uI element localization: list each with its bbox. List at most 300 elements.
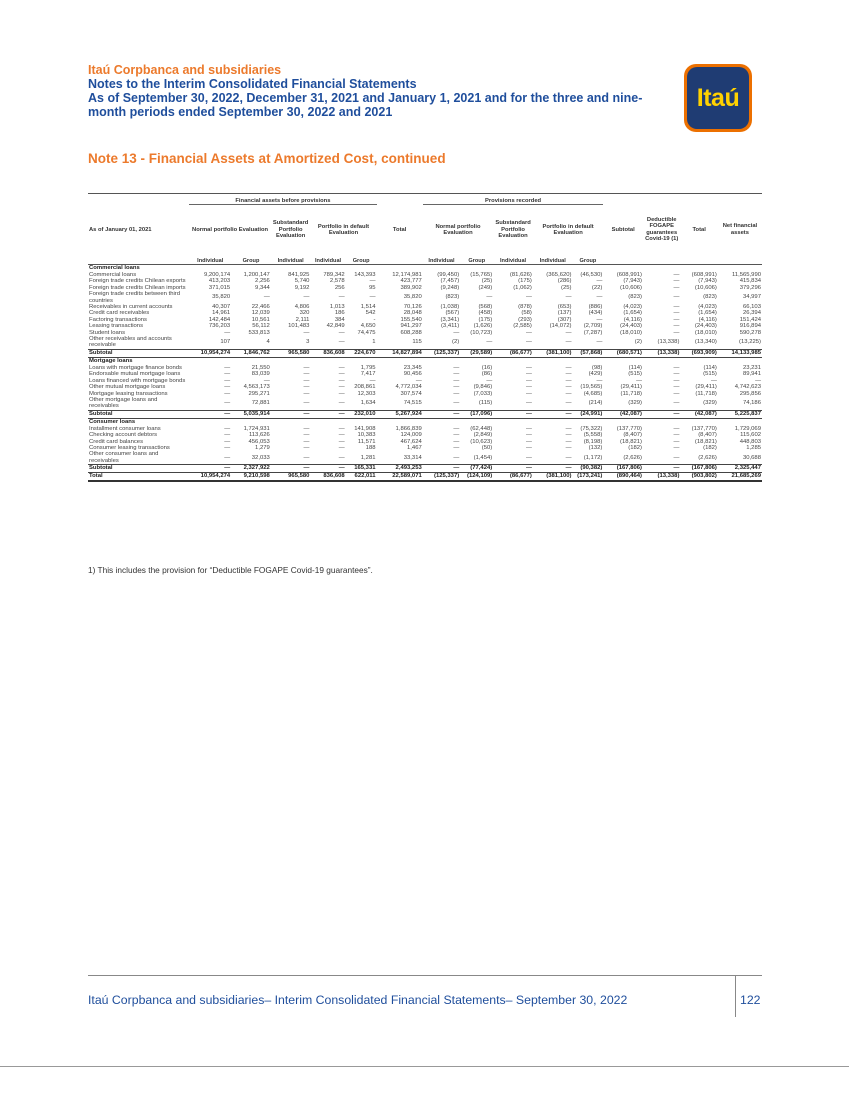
value-cell: 90,456 <box>403 371 422 378</box>
row-label: Other mutual mortgage loans <box>89 384 166 391</box>
value-cell: 1,866,839 <box>395 425 422 432</box>
value-cell: — <box>271 410 311 418</box>
value-cell: 320 <box>299 310 310 317</box>
total-label: Total <box>88 473 189 482</box>
value-cell: (5,558) <box>583 432 603 439</box>
value-cell: — <box>525 438 532 445</box>
value-cell: — <box>525 371 532 378</box>
value-cell: 736,203 <box>208 323 231 330</box>
section-header-row <box>88 265 762 273</box>
value-cell: 415,834 <box>739 278 761 285</box>
value-cell: 2,111 <box>295 316 310 323</box>
value-cell: (182) <box>703 444 717 451</box>
value-cell: (125,337) <box>423 349 460 357</box>
value-cell: — <box>303 454 310 461</box>
value-cell: (4,116) <box>698 316 717 323</box>
value-cell: 1,013 <box>329 304 345 311</box>
value-cell: (823) <box>703 294 717 301</box>
value-cell: 836,608 <box>310 473 345 482</box>
section-title: Consumer loans <box>88 418 762 426</box>
subtotal-label: Subtotal <box>88 410 189 418</box>
financial-assets-table <box>88 193 762 482</box>
value-cell: (8,407) <box>698 432 717 439</box>
value-cell: — <box>673 329 680 336</box>
value-cell: — <box>303 364 310 371</box>
value-cell: — <box>338 329 345 336</box>
value-cell: 2,327,922 <box>231 465 271 473</box>
value-cell: — <box>565 329 572 336</box>
section-header-row <box>88 418 762 426</box>
value-cell: (608,991) <box>691 272 717 278</box>
value-cell: — <box>224 438 231 445</box>
value-cell: (2,849) <box>473 432 493 439</box>
subtotal-row <box>88 465 762 473</box>
value-cell: (381,100) <box>533 473 573 482</box>
sub-header: Group <box>468 257 486 264</box>
row-label: Credit card balances <box>89 438 144 445</box>
value-cell: (4,685) <box>583 390 603 397</box>
subtotal-label: Subtotal <box>88 349 189 357</box>
value-cell: 143,393 <box>354 272 376 278</box>
value-cell: — <box>565 438 572 445</box>
sub-header: Individual <box>315 257 342 264</box>
value-cell: (7,943) <box>623 278 642 285</box>
value-cell: 208,861 <box>354 384 376 391</box>
value-cell: 232,010 <box>346 410 377 418</box>
value-cell: 4,772,034 <box>395 384 422 391</box>
value-cell: — <box>303 371 310 378</box>
value-cell: 115 <box>412 339 422 346</box>
value-cell: (175) <box>518 278 532 285</box>
value-cell: — <box>369 294 376 301</box>
fogape-header: Deductible FOGAPE guarantees Covid-19 (1) <box>645 216 679 243</box>
value-cell: — <box>673 310 680 317</box>
p-default-header: Portfolio in default Evaluation <box>542 223 594 236</box>
row-label: Checking account debtors <box>89 432 158 439</box>
value-cell: 12,039 <box>251 310 270 317</box>
value-cell: — <box>303 390 310 397</box>
value-cell: (568) <box>478 304 493 311</box>
net-header: Net financial assets <box>722 223 758 236</box>
value-cell: 456,053 <box>248 438 270 445</box>
value-cell: (10,606) <box>620 284 642 291</box>
value-cell: — <box>565 339 572 346</box>
as-of-header: As of January 01, 2021 <box>89 226 152 233</box>
value-cell: 9,344 <box>255 284 270 291</box>
value-cell: (608,991) <box>616 272 642 278</box>
section-header-row <box>88 357 762 365</box>
value-cell: (17,096) <box>460 410 493 418</box>
sub-header-row <box>88 255 762 265</box>
value-cell: — <box>673 454 680 461</box>
value-cell: 12,174,981 <box>392 272 422 278</box>
bottom-rule <box>0 1066 849 1067</box>
total-row <box>88 473 762 482</box>
value-cell: (9,248) <box>440 284 460 291</box>
value-cell: 965,580 <box>271 473 311 482</box>
value-cell: — <box>263 377 270 384</box>
value-cell: 11,565,990 <box>731 272 761 278</box>
value-cell: 590,278 <box>739 329 761 336</box>
value-cell: — <box>525 294 532 301</box>
period-line-2: month periods ended September 30, 2022 and 2021 <box>88 105 393 119</box>
row-label: Loans with mortgage finance bonds <box>89 364 183 371</box>
value-cell: — <box>596 294 603 301</box>
value-cell: (1,454) <box>473 454 493 461</box>
value-cell: — <box>525 377 532 384</box>
value-cell: (81,626) <box>509 272 532 278</box>
value-cell: 7,417 <box>360 371 376 378</box>
value-cell: — <box>338 438 345 445</box>
value-cell: (62,448) <box>470 425 493 432</box>
value-cell: 33,314 <box>403 454 422 461</box>
value-cell: (286) <box>557 278 572 285</box>
table-row <box>88 397 762 410</box>
row-label: Mortgage leasing transactions <box>89 390 168 397</box>
logo-inner <box>687 67 749 129</box>
value-cell: (114) <box>628 364 642 371</box>
value-cell: 5,740 <box>294 278 310 285</box>
value-cell: 28,048 <box>403 310 422 317</box>
value-cell: — <box>303 438 310 445</box>
value-cell: (77,424) <box>460 465 493 473</box>
value-cell: 4,742,623 <box>734 384 761 391</box>
sub-header: Group <box>579 257 597 264</box>
value-cell: — <box>453 400 460 407</box>
value-cell: — <box>565 454 572 461</box>
value-cell: 622,011 <box>346 473 377 482</box>
value-cell: — <box>486 294 493 301</box>
column-header-row <box>88 205 762 256</box>
value-cell: 21,685,269 <box>718 473 762 482</box>
value-cell: (58) <box>521 310 532 317</box>
value-cell: — <box>565 294 572 301</box>
row-label: Other mortgage loans and receivables <box>89 396 158 410</box>
value-cell: (115) <box>478 400 493 407</box>
value-cell: 14,133,985 <box>718 349 762 357</box>
value-cell: 42,849 <box>326 323 345 330</box>
value-cell: — <box>525 329 532 336</box>
default-header: Portfolio in default Evaluation <box>317 223 370 236</box>
value-cell: — <box>271 465 311 473</box>
value-cell: (132) <box>588 444 603 451</box>
value-cell: — <box>673 272 680 278</box>
sub-header: Individual <box>197 257 224 264</box>
value-cell: (1,062) <box>513 284 532 291</box>
value-cell: 1,634 <box>360 400 376 407</box>
value-cell: — <box>303 329 310 336</box>
value-cell: 389,902 <box>400 284 422 291</box>
value-cell: 941,297 <box>400 323 422 330</box>
value-cell: — <box>710 377 717 384</box>
value-cell: (2) <box>452 339 460 346</box>
sub-header: Individual <box>539 257 566 264</box>
value-cell: — <box>303 400 310 407</box>
value-cell: (24,403) <box>620 323 642 330</box>
value-cell: 9,200,174 <box>203 272 231 278</box>
value-cell: 23,345 <box>403 364 422 371</box>
value-cell: 83,039 <box>251 371 270 378</box>
value-cell: (29,411) <box>620 384 642 391</box>
value-cell: (86,677) <box>493 349 533 357</box>
value-cell: 11,571 <box>357 438 376 445</box>
value-cell: (125,337) <box>423 473 460 482</box>
value-cell: — <box>673 384 680 391</box>
value-cell: (114) <box>703 364 717 371</box>
value-cell: (90,382) <box>573 465 604 473</box>
value-cell: (381,100) <box>533 349 573 357</box>
value-cell: — <box>453 390 460 397</box>
value-cell: (7,287) <box>583 329 603 336</box>
row-label: Student loans <box>89 329 126 336</box>
row-label: Installment consumer loans <box>89 425 161 432</box>
value-cell: — <box>673 316 680 323</box>
value-cell: 186 <box>334 310 345 317</box>
value-cell: (886) <box>588 304 603 311</box>
value-cell: — <box>224 432 231 439</box>
value-cell: — <box>673 432 680 439</box>
value-cell: — <box>525 390 532 397</box>
value-cell: 188 <box>365 444 376 451</box>
value-cell: 56,112 <box>252 323 270 330</box>
value-cell: — <box>525 454 532 461</box>
value-cell: — <box>533 410 573 418</box>
value-cell: 12,303 <box>357 390 376 397</box>
value-cell: — <box>525 425 532 432</box>
value-cell: 1,514 <box>360 304 376 311</box>
value-cell: — <box>453 377 460 384</box>
value-cell: 32,033 <box>251 454 270 461</box>
value-cell: (7,033) <box>473 390 493 397</box>
value-cell: 423,777 <box>400 278 422 285</box>
value-cell: 384 <box>334 316 345 323</box>
value-cell: (429) <box>588 371 603 378</box>
value-cell: (1,038) <box>440 304 460 311</box>
sub-header: Individual <box>428 257 455 264</box>
value-cell: 5,267,924 <box>377 410 423 418</box>
value-cell: (98) <box>591 364 603 371</box>
section-title: Commercial loans <box>88 265 762 273</box>
subtotal-header: Subtotal <box>611 226 635 233</box>
value-cell: - <box>373 316 376 323</box>
financial-table-container <box>88 193 762 482</box>
value-cell: (14,072) <box>549 323 572 330</box>
value-cell: 23,231 <box>742 364 761 371</box>
value-cell: 35,820 <box>403 294 422 301</box>
value-cell: 21,550 <box>251 364 270 371</box>
value-cell: — <box>636 377 642 384</box>
value-cell: — <box>525 400 532 407</box>
value-cell: (329) <box>703 400 717 407</box>
value-cell: — <box>224 390 231 397</box>
value-cell: 4 <box>266 339 270 346</box>
value-cell: 70,126 <box>403 304 422 311</box>
value-cell: 448,803 <box>739 438 761 445</box>
value-cell: — <box>369 377 376 384</box>
value-cell: — <box>486 339 493 346</box>
value-cell: 1,724,931 <box>243 425 270 432</box>
value-cell: 151,424 <box>739 316 761 323</box>
value-cell: — <box>303 294 310 301</box>
value-cell: — <box>303 444 310 451</box>
value-cell: 789,342 <box>323 272 345 278</box>
value-cell: — <box>565 371 572 378</box>
value-cell: 74,515 <box>403 400 422 407</box>
value-cell: (18,010) <box>694 329 717 336</box>
page-header <box>88 63 668 119</box>
value-cell: — <box>423 410 460 418</box>
value-cell: (42,087) <box>680 410 717 418</box>
value-cell: 9,192 <box>294 284 310 291</box>
value-cell: 155,540 <box>400 316 422 323</box>
value-cell: — <box>596 377 603 384</box>
value-cell: — <box>565 384 572 391</box>
value-cell: (458) <box>478 310 493 317</box>
value-cell: (18,010) <box>620 329 642 336</box>
value-cell: (137,770) <box>691 425 717 432</box>
value-cell: — <box>533 465 573 473</box>
value-cell: 10,954,274 <box>189 349 231 357</box>
group-header-before: Financial assets before provisions <box>189 194 376 205</box>
value-cell: — <box>303 384 310 391</box>
value-cell: — <box>596 316 603 323</box>
value-cell: (2) <box>634 339 642 346</box>
value-cell: — <box>224 364 231 371</box>
value-cell: (24,991) <box>573 410 604 418</box>
value-cell: (3,411) <box>440 323 460 330</box>
value-cell: — <box>224 371 231 378</box>
sub-header: Group <box>352 257 370 264</box>
value-cell: 74,475 <box>357 329 376 336</box>
value-cell: — <box>673 284 680 291</box>
value-cell: (329) <box>628 400 642 407</box>
value-cell: — <box>453 425 460 432</box>
value-cell: 26,394 <box>742 310 761 317</box>
value-cell: 542 <box>365 310 376 317</box>
value-cell: (29,411) <box>695 384 717 391</box>
value-cell: 307,574 <box>400 390 422 397</box>
value-cell: — <box>338 294 345 301</box>
value-cell: (365,620) <box>546 272 572 278</box>
value-cell: 165,331 <box>346 465 377 473</box>
value-cell: (214) <box>588 400 603 407</box>
value-cell: (1,626) <box>473 323 493 330</box>
value-cell: — <box>189 410 231 418</box>
value-cell: 5,225,837 <box>718 410 762 418</box>
total-header: Total <box>392 226 407 233</box>
p-normal-header: Normal portfolio Evaluation <box>435 223 481 236</box>
table-row <box>88 291 762 304</box>
value-cell: 30,688 <box>742 454 761 461</box>
value-cell: — <box>453 371 460 378</box>
value-cell: — <box>673 304 680 311</box>
subtotal-row <box>88 349 762 357</box>
row-label: Factoring transactions <box>89 316 147 323</box>
value-cell: 22,589,071 <box>377 473 423 482</box>
value-cell: 2,493,253 <box>377 465 423 473</box>
value-cell: — <box>303 425 310 432</box>
value-cell: — <box>673 438 680 445</box>
value-cell: 295,271 <box>248 390 270 397</box>
value-cell: — <box>224 329 231 336</box>
value-cell: 2,325,447 <box>718 465 762 473</box>
value-cell: — <box>415 377 422 384</box>
value-cell: 22,466 <box>251 304 270 311</box>
value-cell: (307) <box>557 316 572 323</box>
value-cell: 74,186 <box>742 400 761 407</box>
value-cell: — <box>453 329 460 336</box>
value-cell: (10,723) <box>470 329 493 336</box>
value-cell: — <box>224 377 231 384</box>
value-cell: — <box>263 294 270 301</box>
value-cell: — <box>224 454 231 461</box>
value-cell: 1,285 <box>746 444 761 451</box>
value-cell: 836,608 <box>310 349 345 357</box>
value-cell: — <box>423 465 460 473</box>
value-cell: — <box>673 444 680 451</box>
value-cell: (11,718) <box>695 390 717 397</box>
value-cell: — <box>596 339 603 346</box>
value-cell: — <box>755 377 761 384</box>
footer-divider <box>88 975 762 976</box>
value-cell: — <box>453 438 460 445</box>
value-cell: (9,846) <box>473 384 493 391</box>
value-cell: 101,483 <box>288 323 310 330</box>
value-cell: — <box>338 390 345 397</box>
value-cell: 141,908 <box>354 425 376 432</box>
value-cell: (823) <box>628 294 642 301</box>
row-label: Commercial loans <box>89 272 137 278</box>
value-cell: — <box>224 384 231 391</box>
subtotal-label: Subtotal <box>88 465 189 473</box>
value-cell: 66,103 <box>742 304 761 311</box>
value-cell: 841,925 <box>288 272 310 278</box>
value-cell: 533,813 <box>248 329 270 336</box>
value-cell: (903,802) <box>680 473 717 482</box>
value-cell: (86,677) <box>493 473 533 482</box>
value-cell: (175) <box>478 316 493 323</box>
row-label: Loans financed with mortgage bonds <box>89 377 186 384</box>
value-cell: 608,288 <box>400 329 422 336</box>
value-cell: (10,623) <box>470 438 493 445</box>
value-cell: (13,225) <box>739 339 761 346</box>
value-cell: 4,806 <box>294 304 310 311</box>
row-label: Credit card receivables <box>89 310 150 317</box>
value-cell: 35,820 <box>212 294 231 301</box>
value-cell: (25) <box>481 278 493 285</box>
value-cell: (24,403) <box>694 323 717 330</box>
value-cell: — <box>338 425 345 432</box>
value-cell: 256 <box>334 284 345 291</box>
subtotal-row <box>88 410 762 418</box>
p-total-header: Total <box>692 226 706 233</box>
value-cell: (137,770) <box>616 425 642 432</box>
row-label: Foreign trade credits Chilean exports <box>89 278 186 285</box>
value-cell: (680,571) <box>603 349 643 357</box>
value-cell: (8,198) <box>583 438 603 445</box>
value-cell: — <box>338 454 345 461</box>
value-cell: (4,116) <box>623 316 642 323</box>
note-title: Note 13 - Financial Assets at Amortized Cost, continued <box>88 151 446 166</box>
value-cell: (57,868) <box>573 349 604 357</box>
value-cell: (25) <box>561 284 572 291</box>
value-cell: (7,943) <box>698 278 717 285</box>
group-header-provisions: Provisions recorded <box>423 194 604 205</box>
sub-header: Individual <box>277 257 304 264</box>
value-cell: (10,606) <box>694 284 717 291</box>
value-cell: 2,578 <box>329 278 345 285</box>
row-label: Endorsable mutual mortgage loans <box>89 371 181 378</box>
